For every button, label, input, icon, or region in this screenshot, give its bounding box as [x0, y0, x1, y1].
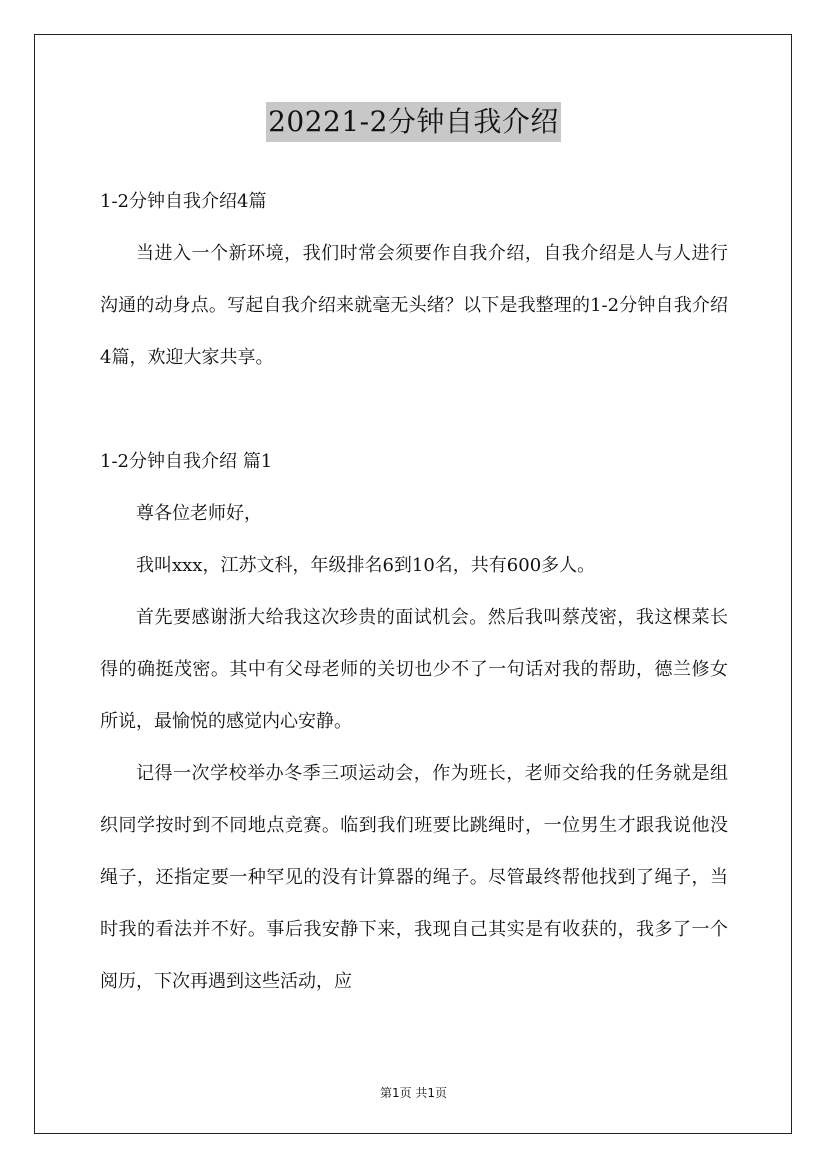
document-subtitle: 1-2分钟自我介绍4篇	[100, 191, 267, 212]
intro-paragraph: 当进入一个新环境，我们时常会须要作自我介绍，自我介绍是人与人进行沟通的动身点。写起自我介绍来就毫无头绪？以下是我整理的1-2分钟自我介绍4篇，欢迎大家共享。	[100, 243, 728, 368]
body-paragraph-4: 记得一次学校举办冬季三项运动会，作为班长，老师交给我的任务就是组织同学按时到不同地点竞赛。临到我们班要比跳绳时，一位男生才跟我说他没绳子，还指定要一种罕见的没有计算器的绳子。尽管最终帮他找到了绳子，当时我的看法并不好。事后我安静下来，我现自己其实是有收获的，我多了一个阅历，下次再遇到这些活动，应	[100, 763, 728, 992]
body-paragraph-2: 我叫xxx，江苏文科，年级排名6到10名，共有600多人。	[136, 555, 596, 576]
document-title: 20221-2分钟自我介绍	[266, 102, 561, 142]
document-body	[100, 176, 728, 1008]
title-container	[0, 102, 827, 142]
spacer	[100, 384, 728, 436]
body-paragraph-1: 尊各位老师好，	[136, 503, 262, 524]
section-heading: 1-2分钟自我介绍 篇1	[100, 451, 273, 472]
body-paragraph-3: 首先要感谢浙大给我这次珍贵的面试机会。然后我叫蔡茂密，我这棵菜长得的确挺茂密。其中有父母老师的关切也少不了一句话对我的帮助，德兰修女所说，最愉悦的感觉内心安静。	[100, 607, 728, 732]
page-footer: 第1页 共1页	[379, 1086, 448, 1100]
